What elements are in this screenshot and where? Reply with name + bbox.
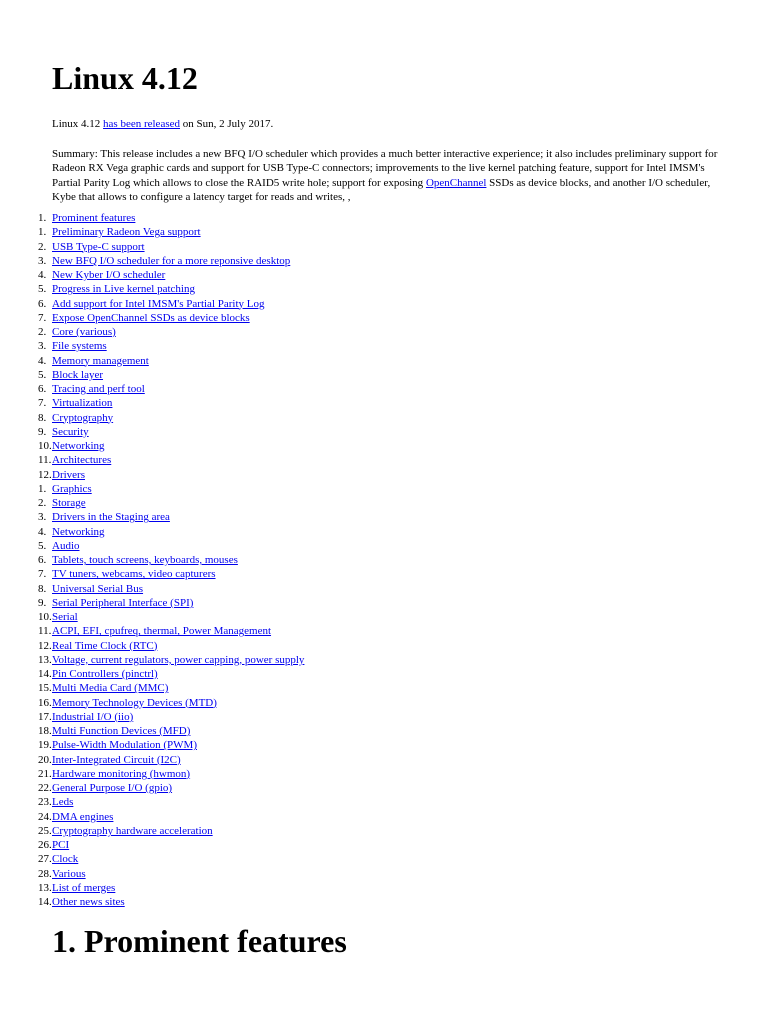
toc-link[interactable]: Tracing and perf tool [52,383,145,395]
toc-item [38,225,722,239]
toc-item [38,881,722,895]
toc-link[interactable]: Multi Function Devices (MFD) [52,725,191,737]
toc-link[interactable]: Networking [52,440,105,452]
toc-link[interactable]: Core (various) [52,326,116,338]
toc-item-number: 1. [38,212,47,224]
toc-item-number: 21. [38,767,52,780]
toc-item-number: 6. [38,383,47,395]
toc-item [38,852,722,866]
toc-item-number: 28. [38,867,52,880]
toc-item [38,838,722,852]
toc-item [38,496,722,510]
released-link[interactable]: has been released [103,118,180,130]
toc-item-number: 17. [38,710,52,723]
toc-item-number: 25. [38,824,52,837]
toc-link[interactable]: TV tuners, webcams, video capturers [52,568,216,581]
toc-link[interactable]: List of merges [52,881,116,894]
toc-item-number: 7. [38,397,47,410]
toc-item [38,396,722,410]
toc-link[interactable]: Tablets, touch screens, keyboards, mouses [52,554,238,566]
toc-item [38,411,722,425]
summary-paragraph [52,147,722,204]
toc-item [38,297,722,311]
toc-item-number: 13. [38,881,52,894]
toc-link[interactable]: Other news sites [52,896,125,908]
toc-link[interactable]: Security [52,425,89,438]
toc-item-number: 26. [38,839,52,851]
toc-item [38,710,722,724]
toc-link[interactable]: USB Type-C support [52,240,145,253]
toc-link[interactable]: Multi Media Card (MMC) [52,682,169,695]
toc-item-number: 5. [38,368,47,381]
toc-item [38,895,722,909]
toc-item [38,596,722,610]
toc-item-number: 4. [38,525,47,538]
toc-item [38,582,722,596]
toc-item-number: 4. [38,354,47,367]
toc-link[interactable]: New BFQ I/O scheduler for a more reponsive desktop [52,254,291,267]
toc-item [38,382,722,396]
toc-link[interactable]: Pin Controllers (pinctrl) [52,668,158,680]
toc-link[interactable]: Add support for Intel IMSM's Partial Parity Log [52,297,265,310]
toc-link[interactable]: Pulse-Width Modulation (PWM) [52,739,197,752]
toc-item-number: 8. [38,411,47,424]
toc-link[interactable]: Various [52,867,86,880]
toc-link[interactable]: Industrial I/O (iio) [52,710,134,723]
toc-link[interactable]: Serial [52,611,78,623]
toc-item [38,282,722,296]
toc-link[interactable]: Prominent features [52,212,136,224]
toc-item-number: 15. [38,682,52,695]
toc-link[interactable]: Architectures [52,454,112,467]
toc-link[interactable]: Drivers in the Staging area [52,511,170,524]
release-prefix: Linux 4.12 [52,118,104,130]
toc-item [38,810,722,824]
table-of-contents [38,211,722,909]
toc-item [38,539,722,553]
toc-link[interactable]: ACPI, EFI, cpufreq, thermal, Power Management [52,625,272,638]
toc-link[interactable]: Hardware monitoring (hwmon) [52,767,191,780]
toc-item-number: 3. [38,254,47,267]
toc-item-number: 6. [38,554,47,566]
page-title: Linux 4.12 [52,60,198,96]
toc-item-number: 24. [38,810,52,823]
toc-item [38,767,722,781]
section-heading: 1. Prominent features [52,923,347,959]
toc-link[interactable]: Clock [52,853,79,866]
toc-link[interactable]: Memory Technology Devices (MTD) [52,696,217,709]
toc-item-number: 5. [38,283,47,296]
toc-link[interactable]: Voltage, current regulators, power capping, power supply [52,653,305,666]
toc-item-number: 23. [38,796,52,809]
toc-item [38,639,722,653]
toc-link[interactable]: Universal Serial Bus [52,582,144,595]
toc-item-number: 19. [38,739,52,752]
toc-item-number: 10. [38,440,52,452]
toc-item-number: 2. [38,240,47,253]
toc-item-number: 14. [38,668,52,680]
toc-item [38,211,722,225]
toc-link[interactable]: DMA engines [52,810,114,823]
toc-link[interactable]: Virtualization [52,397,113,410]
release-suffix: on Sun, 2 July 2017. [180,118,274,130]
toc-item-number: 5. [38,539,47,552]
toc-item [38,696,722,710]
toc-link[interactable]: Audio [52,539,80,552]
toc-item [38,795,722,809]
toc-item-number: 7. [38,568,47,581]
toc-item [38,724,722,738]
toc-item-number: 22. [38,782,52,794]
toc-link[interactable]: Leds [52,796,74,809]
toc-link[interactable]: Memory management [52,354,149,367]
toc-item-number: 16. [38,696,52,709]
toc-item-number: 18. [38,725,52,737]
toc-link[interactable]: Cryptography hardware acceleration [52,824,213,837]
toc-link[interactable]: Inter-Integrated Circuit (I2C) [52,753,181,766]
toc-item [38,610,722,624]
toc-item-number: 1. [38,482,47,495]
toc-item-number: 9. [38,596,47,609]
toc-item [38,439,722,453]
toc-link[interactable]: Progress in Live kernel patching [52,283,195,296]
toc-item-number: 14. [38,896,52,908]
toc-item-number: 12. [38,639,52,652]
toc-item-number: 3. [38,340,47,353]
toc-item-number: 1. [38,226,47,239]
toc-link[interactable]: File systems [52,340,107,353]
toc-link[interactable]: Expose OpenChannel SSDs as device blocks [52,311,250,324]
toc-item [38,738,722,752]
toc-item [38,510,722,524]
summary-text-1: Summary: This release includes a new BFQ I/O scheduler which provides a much better interactive experience; it also includes preliminary support for Radeon RX Vega graphic cards and support for USB Type-C connectors; improvements to the live kernel patching feature, support for Intel IMSM's Partial Parity Log which allows to close the RAID5 write hole; support for exposing [52,148,718,189]
toc-item-number: 13. [38,653,52,666]
toc-item [38,425,722,439]
toc-item [38,268,722,282]
toc-item [38,753,722,767]
toc-link[interactable]: Real Time Clock (RTC) [52,639,158,652]
toc-item [38,567,722,581]
toc-item-number: 9. [38,425,47,438]
toc-item-number: 6. [38,297,47,310]
toc-item [38,325,722,339]
toc-item [38,624,722,638]
toc-item [38,525,722,539]
toc-link[interactable]: Graphics [52,482,92,495]
toc-item-number: 20. [38,753,52,766]
toc-item-number: 2. [38,326,47,338]
toc-item [38,653,722,667]
summary-text-2: SSDs as device blocks, and another I/O scheduler, Kybe that allows to configure a latency target for reads and writes, , [52,176,711,203]
toc-item-number: 11. [38,454,52,467]
toc-link[interactable]: New Kyber I/O scheduler [52,269,166,281]
toc-item-number: 10. [38,611,52,623]
toc-item [38,368,722,382]
toc-item [38,681,722,695]
toc-link[interactable]: Cryptography [52,411,114,424]
toc-item [38,354,722,368]
toc-item [38,339,722,353]
openchannel-link[interactable]: OpenChannel [425,176,487,189]
toc-item-number: 12. [38,468,52,481]
toc-item-number: 11. [38,625,52,638]
toc-item [38,453,722,467]
toc-link[interactable]: Block layer [52,368,104,381]
toc-item-number: 7. [38,311,47,324]
release-line [52,117,722,131]
toc-item [38,553,722,567]
toc-link[interactable]: Preliminary Radeon Vega support [52,226,201,239]
toc-item [38,468,722,482]
toc-link[interactable]: Storage [52,497,86,509]
toc-item [38,482,722,496]
toc-item-number: 2. [38,497,47,509]
toc-item-number: 8. [38,582,47,595]
toc-link[interactable]: Networking [52,525,105,538]
toc-item [38,667,722,681]
toc-link[interactable]: Serial Peripheral Interface (SPI) [52,596,194,609]
toc-link[interactable]: General Purpose I/O (gpio) [52,782,173,794]
toc-item [38,781,722,795]
toc-item-number: 3. [38,511,47,524]
toc-item [38,311,722,325]
toc-item-number: 4. [38,269,47,281]
toc-link[interactable]: Drivers [52,468,85,481]
toc-item-number: 27. [38,853,52,866]
toc-item [38,254,722,268]
toc-item [38,824,722,838]
toc-item [38,240,722,254]
toc-link[interactable]: PCI [52,839,70,851]
toc-item [38,867,722,881]
